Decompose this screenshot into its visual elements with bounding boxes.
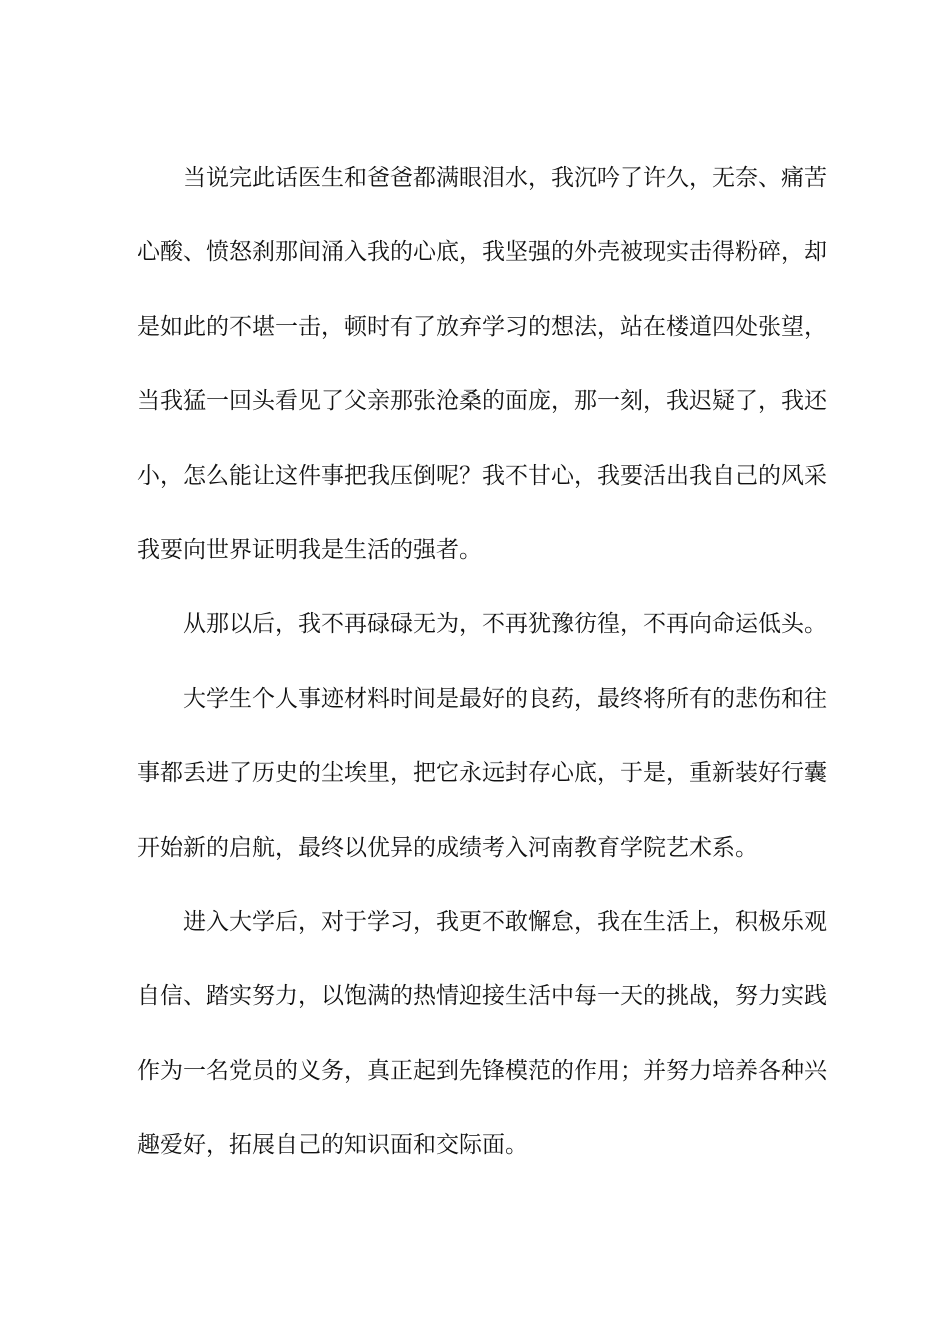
text-line: 当我猛一回头看见了父亲那张沧桑的面庞，那一刻，我迟疑了，我还 <box>137 388 827 415</box>
text-line: 心酸、愤怒刹那间涌入我的心底，我坚强的外壳被现实击得粉碎，却 <box>137 239 827 266</box>
text-line: 当说完此话医生和爸爸都满眼泪水，我沉吟了许久，无奈、痛苦 <box>183 165 827 191</box>
paragraph-2 <box>137 587 827 661</box>
paragraph-1 <box>137 141 827 587</box>
text-line: 进入大学后，对于学习，我更不敢懈怠，我在生活上，积极乐观 <box>183 908 827 935</box>
text-line: 开始新的启航，最终以优异的成绩考入河南教育学院艺术系。 <box>137 834 758 861</box>
text-line: 事都丢进了历史的尘埃里，把它永远封存心底，于是，重新装好行囊 <box>137 760 827 787</box>
text-line: 自信、踏实努力，以饱满的热情迎接生活中每一天的挑战，努力实践 <box>137 983 827 1010</box>
text-line: 我要向世界证明我是生活的强者。 <box>137 536 482 563</box>
text-line: 是如此的不堪一击，顿时有了放弃学习的想法，站在楼道四处张望， <box>137 313 827 340</box>
text-line: 从那以后，我不再碌碌无为，不再犹豫彷徨，不再向命运低头。 <box>183 611 827 638</box>
text-line: 大学生个人事迹材料时间是最好的良药，最终将所有的悲伤和往 <box>183 685 827 712</box>
paragraph-4 <box>137 885 827 1183</box>
paragraph-3 <box>137 662 827 885</box>
text-line: 作为一名党员的义务，真正起到先锋模范的作用；并努力培养各种兴 <box>137 1057 827 1084</box>
document-body <box>137 141 827 1182</box>
text-line: 小，怎么能让这件事把我压倒呢？我不甘心，我要活出我自己的风采 <box>137 462 827 489</box>
text-line: 趣爱好，拓展自己的知识面和交际面。 <box>137 1132 528 1159</box>
